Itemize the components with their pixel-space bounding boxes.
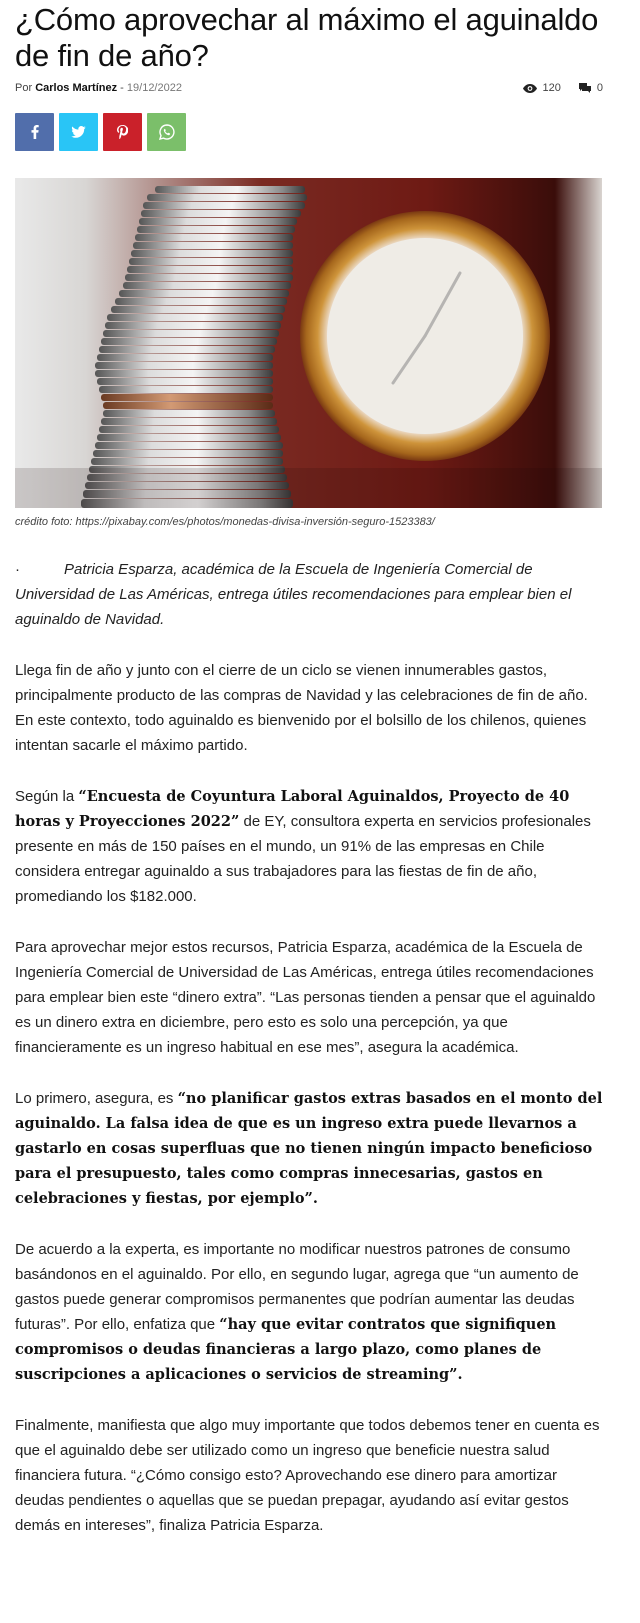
article-stats — [523, 82, 603, 94]
paragraph-6: Finalmente, manifiesta que algo muy importante que todos debemos tener en cuenta es que el aguinaldo debe ser utilizado como un ingreso que beneficie nuestra salud financiera futura. “¿Cómo consigo esto? Aprovechando ese dinero para amortizar deudas pendientes o aquellas que se puedan prepagar, ayudando así evitar gestos demás en intereses”, finaliza Patricia Esparza. — [15, 1417, 600, 1534]
twitter-share-button[interactable] — [59, 113, 98, 151]
by-label: Por — [15, 82, 33, 94]
article-photo — [15, 178, 602, 508]
whatsapp-icon — [159, 124, 175, 140]
comment-icon — [579, 83, 591, 93]
author-link[interactable]: Carlos Martínez — [35, 82, 118, 94]
lead-paragraph — [15, 557, 605, 632]
facebook-icon — [31, 125, 39, 139]
eye-icon — [523, 84, 537, 93]
lead-bullet: · — [15, 561, 20, 578]
article-body — [15, 557, 605, 1538]
paragraph-5 — [15, 1237, 605, 1387]
paragraph-5-text: De acuerdo a la experta, es importante no modificar nuestros patrones de consumo basándonos en el aguinaldo. Por ello, en segundo lugar, agrega que “un aumento de gastos puede generar compromisos permanentes que podrían aumentar las deudas futuras”. Por ello, enfatiza que — [15, 1241, 579, 1333]
article-meta — [15, 82, 603, 98]
survey-name: “Encuesta de Coyuntura Laboral Aguinaldos, Proyecto de 40 horas y Proyecciones 2022” — [15, 788, 570, 830]
comments-count: 0 — [596, 82, 603, 94]
paragraph-4-intro: Lo primero, asegura, es — [15, 1090, 178, 1107]
pinterest-share-button[interactable] — [103, 113, 142, 151]
comments-counter[interactable] — [579, 82, 603, 94]
publish-date: 19/12/2022 — [126, 82, 182, 94]
coins-and-clock-photo — [15, 178, 602, 508]
paragraph-4-quote: “no planificar gastos extras basados en el monto del aguinaldo. La falsa idea de que es un ingreso extra puede llevarnos a gastarlo en cosas superfluas que no tienen ningún impacto beneficioso para el presupuesto, tales como compras innecesarias, gastos en celebraciones y fiestas, por ejemplo”. — [15, 1090, 603, 1207]
pinterest-icon — [117, 125, 128, 139]
twitter-icon — [71, 126, 86, 138]
lead-text: Patricia Esparza, académica de la Escuela de Ingeniería Comercial de Universidad de Las Américas, entrega útiles recomendaciones para emplear bien el aguinaldo de Navidad. — [15, 561, 572, 628]
article-title: ¿Cómo aprovechar al máximo el aguinaldo de fin de año? — [15, 2, 599, 73]
paragraph-1: Llega fin de año y junto con el cierre de un ciclo se vienen innumerables gastos, principalmente producto de las compras de Navidad y las celebraciones de fin de año. En este contexto, todo aguinaldo es bienvenido por el bolsillo de los chilenos, quienes intentan sacarle el máximo partido. — [15, 662, 588, 754]
paragraph-4 — [15, 1086, 605, 1211]
facebook-share-button[interactable] — [15, 113, 54, 151]
photo-caption: crédito foto: https://pixabay.com/es/photos/monedas-divisa-inversión-seguro-1523383/ — [15, 516, 435, 528]
paragraph-2 — [15, 784, 605, 909]
share-buttons — [15, 113, 186, 151]
meta-separator: - — [120, 82, 124, 94]
whatsapp-share-button[interactable] — [147, 113, 186, 151]
views-count: 120 — [542, 82, 561, 94]
paragraph-5-quote: “hay que evitar contratos que signifiquen compromisos o deudas financieras a largo plazo, como planes de suscripciones a aplicaciones o servicios de streaming”. — [15, 1316, 557, 1383]
paragraph-2-rest: de EY, consultora experta en servicios profesionales presente en más de 150 países en el mundo, un 91% de las empresas en Chile considera entregar aguinaldo a sus trabajadores para las fiestas de fin de año, promediando los $182.000. — [15, 813, 591, 905]
paragraph-2-intro: Según la — [15, 788, 79, 805]
views-counter — [523, 82, 561, 94]
paragraph-3: Para aprovechar mejor estos recursos, Patricia Esparza, académica de la Escuela de Ingeniería Comercial de Universidad de Las Américas, entrega útiles recomendaciones para emplear bien este “dinero extra”. “Las personas tienden a pensar que el aguinaldo es un dinero extra en diciembre, pero esto es solo una percepción, ya que financieramente es un ingreso habitual en ese mes”, asegura la académica. — [15, 939, 596, 1056]
